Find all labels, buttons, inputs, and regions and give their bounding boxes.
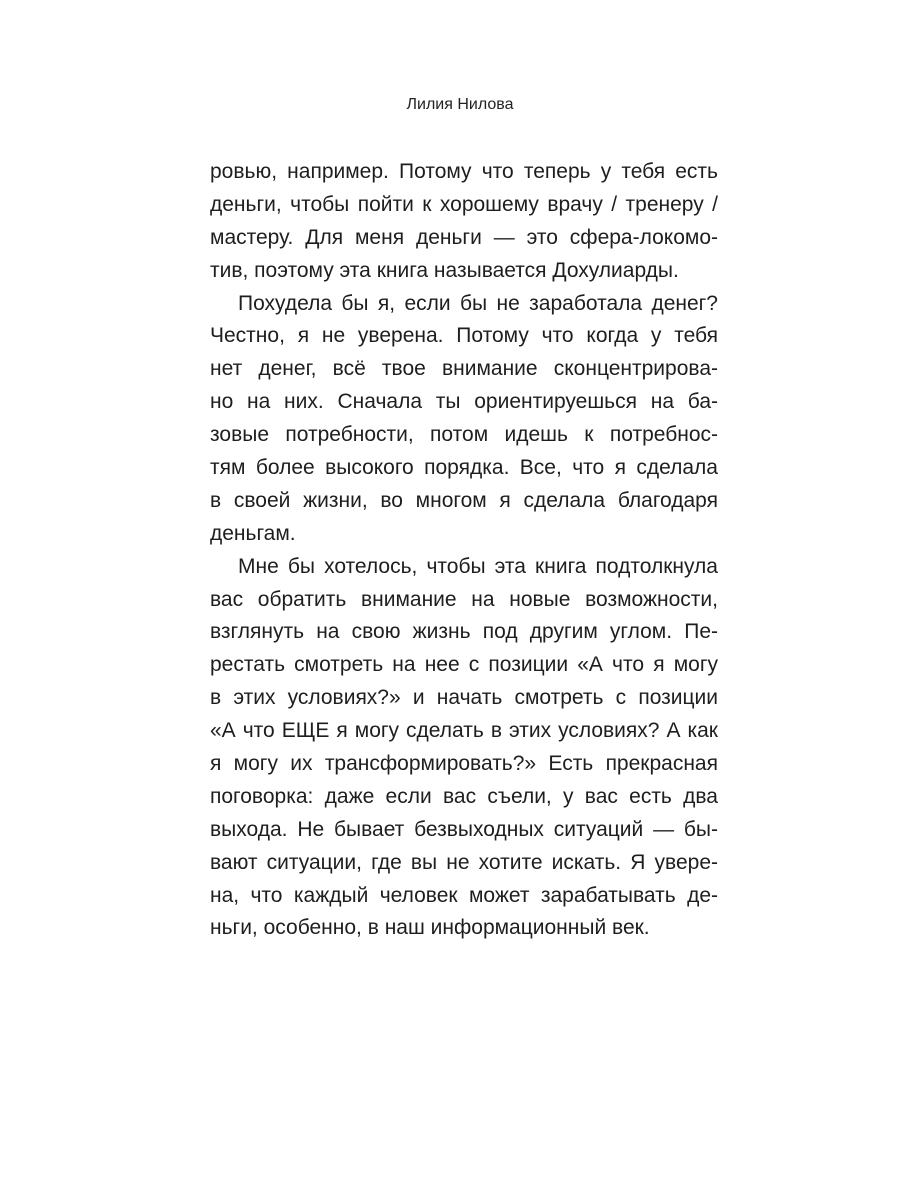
text-line: выхода. Не бывает безвыходных ситуаций — бы- <box>210 817 718 841</box>
paragraph <box>210 288 718 551</box>
text-line: Честно, я не уверена. Потому что когда у тебя <box>210 324 718 348</box>
text-line: на, что каждый человек может зарабатывать де- <box>210 883 718 907</box>
body-text <box>210 156 718 945</box>
text-line: мастеру. Для меня деньги — это сфера-локомо- <box>210 225 718 249</box>
text-line: тям более высокого порядка. Все, что я сделала <box>210 456 718 480</box>
text-line: тив, поэтому эта книга называется Дохулиарды. <box>210 258 679 282</box>
text-line: но на них. Сначала ты ориентируешься на ба- <box>210 390 718 414</box>
text-line: рестать смотреть на нее с позиции «А что я могу <box>210 653 718 677</box>
text-line: я могу их трансформировать?» Есть прекрасная <box>210 752 718 776</box>
text-line: деньги, чтобы пойти к хорошему врачу / тренеру / <box>210 192 718 216</box>
text-line: ньги, особенно, в наш информационный век. <box>210 916 650 940</box>
paragraph <box>210 551 718 946</box>
paragraph <box>210 156 718 288</box>
text-line: в своей жизни, во многом я сделала благодаря <box>210 488 718 512</box>
text-line: вас обратить внимание на новые возможности, <box>210 587 718 611</box>
text-line: ровью, например. Потому что теперь у тебя есть <box>210 160 718 183</box>
text-line: зовые потребности, потом идешь к потребнос- <box>210 423 718 447</box>
text-line: поговорка: даже если вас съели, у вас есть два <box>210 784 718 808</box>
text-line: деньгам. <box>210 521 296 545</box>
text-line: Похудела бы я, если бы не заработала денег? <box>238 291 718 315</box>
text-line: нет денег, всё твое внимание сконцентрирова- <box>210 357 718 381</box>
text-line: Мне бы хотелось, чтобы эта книга подтолкнула <box>238 554 718 578</box>
text-line: вают ситуации, где вы не хотите искать. Я увере- <box>210 850 718 874</box>
text-line: взглянуть на свою жизнь под другим углом. Пе- <box>210 620 718 644</box>
text-line: в этих условиях?» и начать смотреть с позиции <box>210 686 718 710</box>
text-line: «А что ЕЩЕ я могу сделать в этих условиях? А как <box>210 719 718 743</box>
running-head: Лилия Нилова <box>406 96 514 113</box>
